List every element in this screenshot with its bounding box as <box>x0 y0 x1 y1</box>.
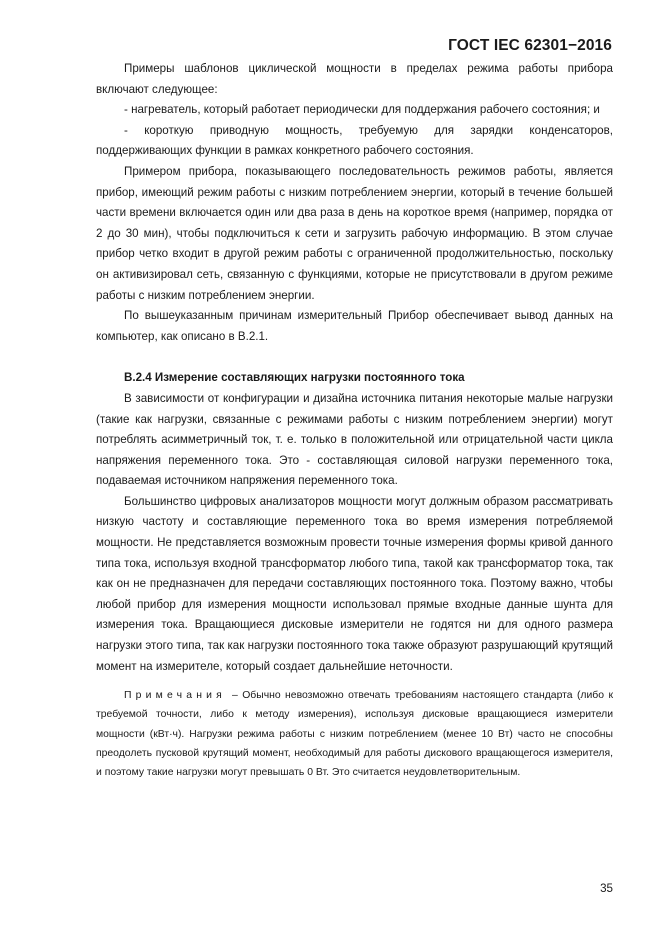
body-text <box>96 59 613 782</box>
paragraph-example: Примером прибора, показывающего последовательность режимов работы, является прибор, имеющий режим работы с низким потреблением энергии, который в течение большей части времени включается один или два раза в день на короткое время (например, порядка от 2 до 30 мин), чтобы подключиться к сети и загрузить рабочую информацию. В этом случае прибор четко входит в другой режим работы с ограниченной продолжительностью, поскольку он активизировал сеть, связанную с функциями, которые не присутствовали в другом режиме работы с низким потреблением энергии. <box>96 164 613 302</box>
section-paragraph: Большинство цифровых анализаторов мощности могут должным образом рассматривать низкую частоту и составляющие переменного тока во время измерения потребляемой мощности. Не представляется возможным провести точные измерения формы кривой данного типа тока, используя входной трансформатор любого типа, такой как трансформатор тока, так как он не предназначен для передачи составляющих постоянного тока. Поэтому важно, чтобы любой прибор для измерения мощности использовал прямые входные данные шунта для измерения тока. Вращающиеся дисковые измерители не годятся ни для одного размера нагрузки этого типа, так как нагрузки постоянного тока также образуют разрушающий крутящий момент на измерителе, который создает дальнейшие неточности. <box>96 494 613 673</box>
standard-header: ГОСТ IEC 62301−2016 <box>448 37 612 54</box>
paragraph-intro: Примеры шаблонов циклической мощности в пределах режима работы прибора включают следующее: <box>96 62 613 96</box>
page-number: 35 <box>600 882 613 895</box>
section-title: В.2.4 Измерение составляющих нагрузки постоянного тока <box>124 371 465 385</box>
list-item-short-power: - короткую приводную мощность, требуемую для зарядки конденсаторов, поддерживающих функции в рамках конкретного рабочего состояния. <box>96 123 613 158</box>
section-paragraph: В зависимости от конфигурации и дизайна источника питания некоторые малые нагрузки (такие как нагрузки, связанные с режимами работы с низким потреблением энергии) могут потреблять асимметричный ток, т. е. только в положительной или отрицательной части цикла напряжения переменного тока. Это - составляющая силовой нагрузки переменного тока, подаваемая источником напряжения переменного тока. <box>96 391 613 488</box>
note <box>96 686 613 782</box>
note-text: – Обычно невозможно отвечать требованиям настоящего стандарта (либо к требуемой точности, либо к методу измерения), используя дисковые вращающиеся измерители мощности (кВт·ч). Нагрузки режима работы с низким потреблением (менее 10 Вт) часто не способны преодолеть пусковой крутящий момент, необходимый для работы дискового вращающегося измерителя, и поэтому такие нагрузки могут превышать 0 Вт. Это считается неудовлетворительным. <box>96 690 613 779</box>
list-item-heater: - нагреватель, который работает периодически для поддержания рабочего состояния; и <box>124 103 600 117</box>
note-label: Примечания <box>124 690 226 702</box>
paragraph-reasons: По вышеуказанным причинам измерительный Прибор обеспечивает вывод данных на компьютер, как описано в В.2.1. <box>96 309 613 343</box>
